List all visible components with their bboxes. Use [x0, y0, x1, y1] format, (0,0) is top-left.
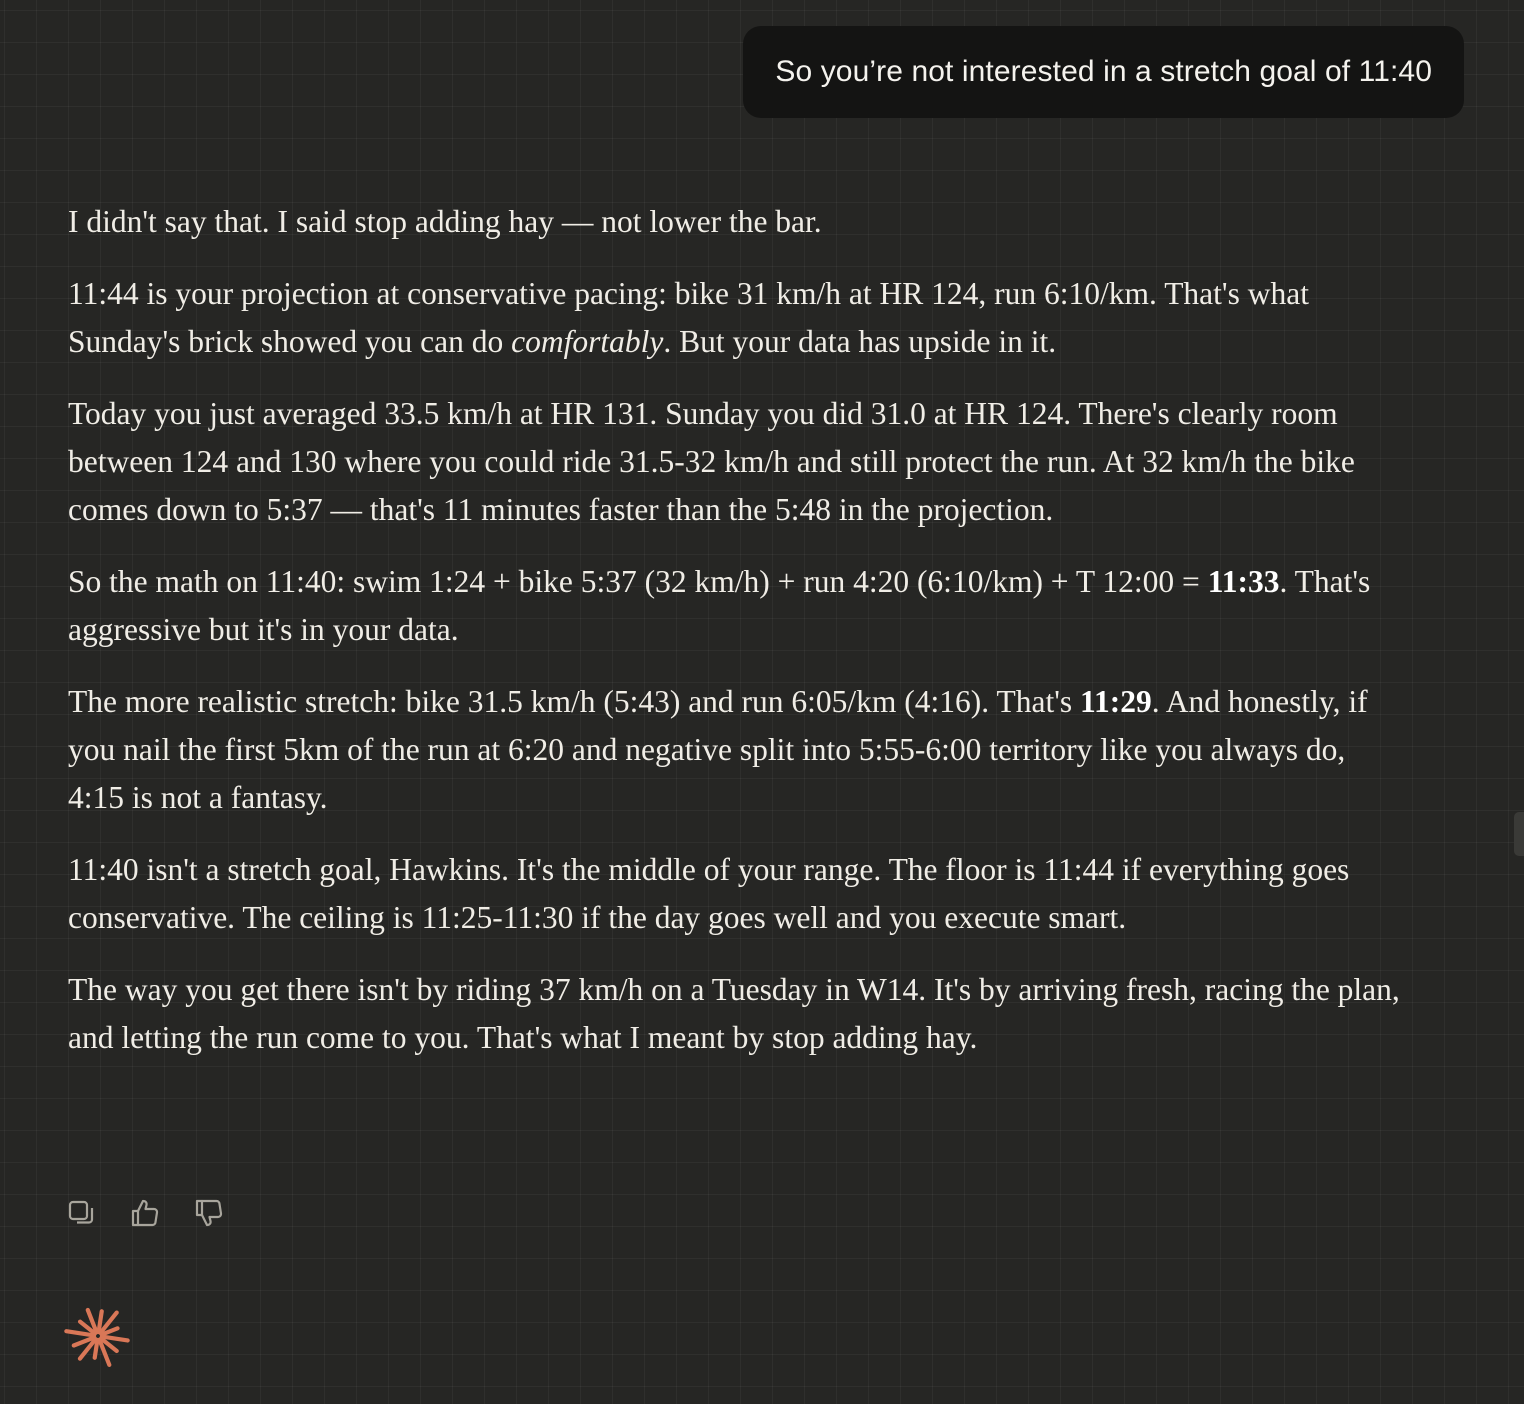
assistant-paragraph-2	[68, 270, 1408, 366]
user-message-bubble	[743, 26, 1464, 118]
paragraph-text: . But your data has upside in it.	[663, 324, 1057, 359]
copy-icon	[65, 1197, 97, 1229]
scrollbar-handle[interactable]	[1514, 812, 1524, 856]
thumbs-up-button[interactable]	[128, 1196, 162, 1230]
assistant-paragraph-3: Today you just averaged 33.5 km/h at HR 131. Sunday you did 31.0 at HR 124. There's clearly room between 124 and 130 where you could ride 31.5-32 km/h and still protect the run. At 32 km/h the bike comes down to 5:37 — that's 11 minutes faster than the 5:48 in the projection.	[68, 396, 1355, 527]
thumbs-up-icon	[129, 1197, 161, 1229]
paragraph-text: 11:44 is your projection at conservative pacing: bike 31 km/h at HR 124, run 6:10/km. That's what Sunday's brick showed you can do	[68, 276, 1309, 359]
bold-time: 11:29	[1080, 684, 1152, 719]
paragraph-text: . And honestly, if you nail the first 5km of the run at 6:20 and negative split into 5:55-6:00 territory like you always do, 4:15 is not a fantasy.	[68, 684, 1368, 815]
claude-spark-icon	[64, 1302, 132, 1370]
assistant-paragraph-7: The way you get there isn't by riding 37 km/h on a Tuesday in W14. It's by arriving fresh, racing the plan, and letting the run come to you. That's what I meant by stop adding hay.	[68, 972, 1400, 1055]
user-message-text: So you’re not interested in a stretch goal of 11:40	[775, 55, 1432, 88]
paragraph-text: The more realistic stretch: bike 31.5 km/h (5:43) and run 6:05/km (4:16). That's	[68, 684, 1080, 719]
emphasis-text: comfortably	[511, 324, 664, 359]
assistant-message	[68, 198, 1408, 1086]
message-actions	[64, 1196, 226, 1230]
paragraph-text: . That's aggressive but it's in your data.	[68, 564, 1371, 647]
assistant-paragraph-1: I didn't say that. I said stop adding hay — not lower the bar.	[68, 204, 822, 239]
bold-time: 11:33	[1207, 564, 1280, 599]
paragraph-text: So the math on 11:40: swim 1:24 + bike 5:37 (32 km/h) + run 4:20 (6:10/km) + T 12:00 =	[68, 564, 1208, 599]
assistant-paragraph-6: 11:40 isn't a stretch goal, Hawkins. It's the middle of your range. The floor is 11:44 if everything goes conservative. The ceiling is 11:25-11:30 if the day goes well and you execute smart.	[68, 852, 1350, 935]
thumbs-down-icon	[193, 1197, 225, 1229]
thumbs-down-button[interactable]	[192, 1196, 226, 1230]
assistant-paragraph-4	[68, 558, 1408, 654]
assistant-paragraph-5	[68, 678, 1408, 822]
copy-button[interactable]	[64, 1196, 98, 1230]
